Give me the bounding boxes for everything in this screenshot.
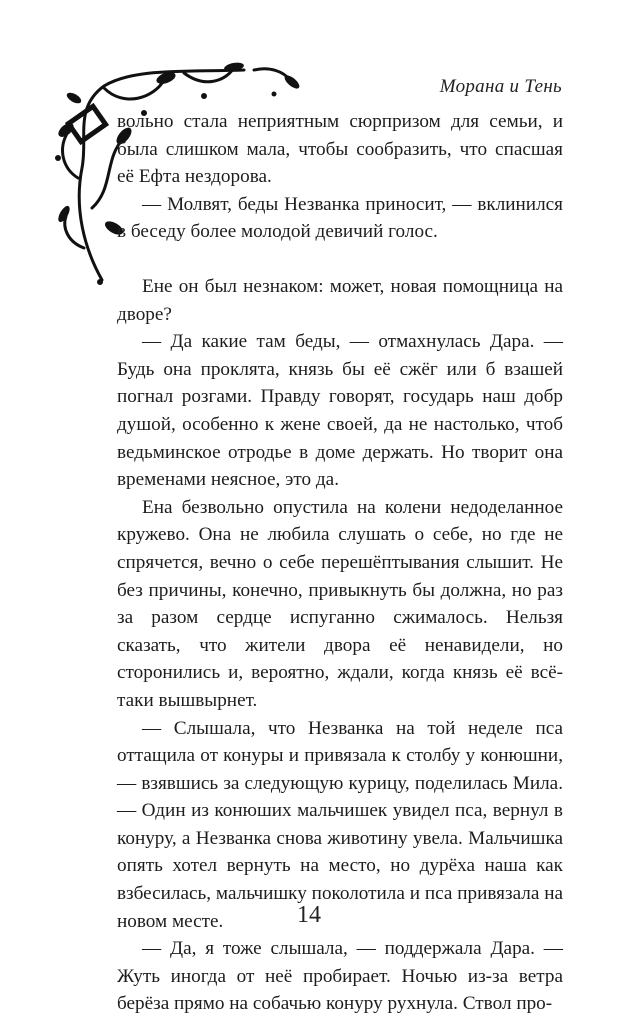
paragraph: Ене он был незнаком: может, новая помощница на дворе? [117, 276, 563, 325]
paragraph: вольно стала неприятным сюрпризом для семьи, и была слишком мала, чтобы сообразить, что спасшая её Ефта нездорова. [117, 111, 563, 188]
paragraph: — Да, я тоже слышала, — поддержала Дара. — Жуть иногда от неё пробирает. Ночью из-за ветра берёза прямо на собачью конуру рухнула. Ствол про- [117, 938, 563, 1015]
page-number: 14 [297, 902, 321, 928]
running-header-title: Морана и Тень [439, 76, 562, 97]
paragraph: — Да какие там беды, — отмахнулась Дара. — Будь она проклята, князь бы её сжёг или б взашей погнал розгами. Правду говорят, государь наш добр душой, особенно к жене своей, да не настолько, чтоб ведьминское отродье в доме держать. Но творит она временами неясное, это да. [117, 331, 563, 491]
paragraph: Ена безвольно опустила на колени недоделанное кружево. Она не любила слушать о себе, но где не спрячется, вечно о себе перешёптывания слышит. Не без причины, конечно, привыкнуть бы должна, но раз за разом сердце испуганно сжималось. Нельзя сказать, что жители двора её ненавидели, но сторонились и, вероятно, ждали, когда князь её всё-таки вышвырнет. [117, 496, 563, 711]
paragraph: — Слышала, что Незванка на той неделе пса оттащила от конуры и привязала к столбу у конюшни, — взявшись за следующую курицу, поделилась Мила. — Один из конюших мальчишек увидел пса, вернул в конуру, а Незванка снова животину увела. Мальчишка опять хотел вернуть на место, но дурёха наша как взбесилась, мальчишку поколотила и пса привязала на новом месте. [117, 717, 563, 932]
paragraph: — Молвят, беды Незванка приносит, — вклинился в беседу более молодой девичий голос. [117, 193, 563, 243]
body-text-top [117, 108, 563, 246]
